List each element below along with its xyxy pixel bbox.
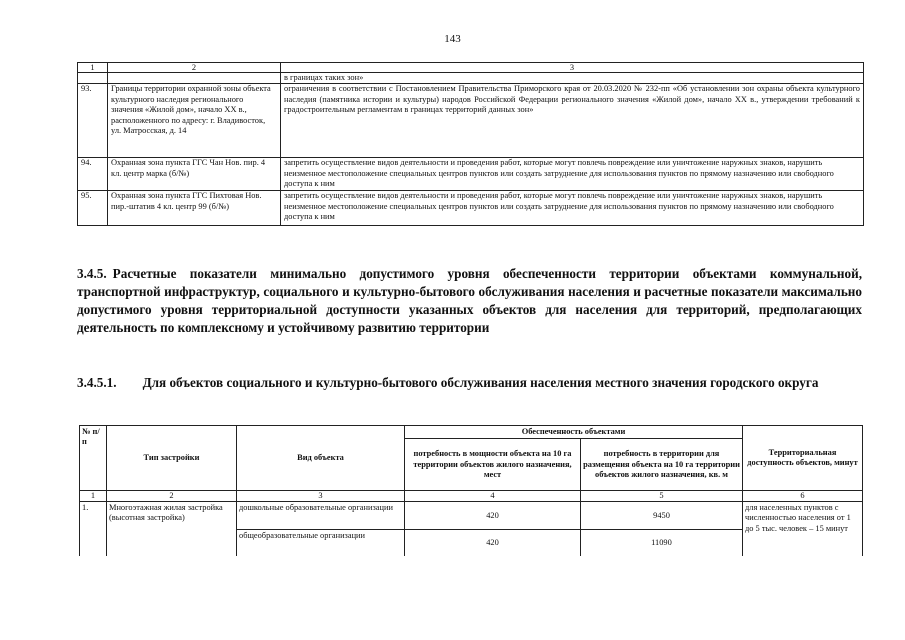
- row-number: 1.: [80, 502, 107, 556]
- zone-restriction: запретить осуществление видов деятельности и проведения работ, которые могут повлечь повреждение или уничтожение наружных знаков, нарушить неизменное местоположение специальных центров пунктов или создать затруднение для использования пунктов по прямому назначению или свободного доступа к ним: [281, 191, 864, 226]
- column-index: 5: [581, 491, 743, 502]
- section-title: Расчетные показатели минимально допустимого уровня обеспеченности территории объектами коммунальной, транспортной инфраструктур, социального и культурно-бытового обслуживания населения и расчетные показатели максимально допустимого уровня территориальной доступности указанных объектов для населения для территорий, предполагающих деятельность по комплексному и устойчивому развитию территории: [77, 266, 862, 335]
- header-object-kind: Вид объекта: [237, 426, 405, 491]
- capacity-value: 420: [405, 530, 581, 556]
- zone-name: Охранная зона пункта ГГС Чан Нов. пир. 4 кл. центр марка (б/№): [108, 158, 281, 191]
- header-accessibility: Территориальная доступность объектов, минут: [743, 426, 863, 491]
- object-kind: дошкольные образовательные организации: [237, 502, 405, 530]
- row-number: 93.: [78, 84, 108, 158]
- section-heading-3-4-5: [77, 265, 862, 337]
- section-title: Для объектов социального и культурно-бытового обслуживания населения местного значения городского округа: [142, 375, 819, 390]
- column-index: 4: [405, 491, 581, 502]
- object-kind: общеобразовательные организации: [237, 530, 405, 556]
- column-index: 3: [237, 491, 405, 502]
- table-row: [80, 502, 863, 530]
- section-number: 3.4.5.: [77, 266, 107, 281]
- zone-name: Границы территории охранной зоны объекта культурного наследия регионального значения «Жилой дом», начало XX в., расположенного по адресу: г. Владивосток, ул. Матросская, д. 14: [108, 84, 281, 158]
- area-value: 11090: [581, 530, 743, 556]
- column-index: 3: [281, 63, 864, 73]
- area-value: 9450: [581, 502, 743, 530]
- column-index: 2: [108, 63, 281, 73]
- table-header-row: [78, 63, 864, 73]
- table-header-row: [80, 426, 863, 439]
- section-number: 3.4.5.1.: [77, 375, 117, 390]
- zone-restriction: запретить осуществление видов деятельности и проведения работ, которые могут повлечь повреждение или уничтожение наружных знаков, нарушить неизменное местоположение специальных центров пунктов или создать затруднение для использования пунктов по прямому назначению или свободного доступа к ним: [281, 158, 864, 191]
- column-index: 2: [107, 491, 237, 502]
- row-number: 94.: [78, 158, 108, 191]
- zone-name: Охранная зона пункта ГГС Пихтовая Нов. пир.-штатив 4 кл. центр 99 (б/№): [108, 191, 281, 226]
- restrictions-table: [77, 62, 864, 226]
- provision-table: [79, 425, 863, 556]
- header-area: потребность в территории для размещения объекта на 10 га территории объектов жилого назначения, кв. м: [581, 439, 743, 491]
- row-number: 95.: [78, 191, 108, 226]
- header-building-type: Тип застройки: [107, 426, 237, 491]
- building-type: Многоэтажная жилая застройка (высотная застройка): [107, 502, 237, 556]
- header-num: № п/п: [80, 426, 107, 491]
- header-provision: Обеспеченность объектами: [405, 426, 743, 439]
- zone-restriction: ограничения в соответствии с Постановлением Правительства Приморского края от 20.03.2020 № 232-пп «Об установлении зон охраны объекта культурного наследия (памятника истории и культуры) народов Российской Федерации регионального значения «Жилой дом», начало XX в., утверждении требований к градостроительным регламентам в границах территорий данных зон»: [281, 84, 864, 158]
- column-index: 1: [78, 63, 108, 73]
- column-index: 1: [80, 491, 107, 502]
- table-row: [78, 191, 864, 226]
- accessibility-value: для населенных пунктов с численностью населения от 1 до 5 тыс. человек – 15 минут: [743, 502, 863, 556]
- table-index-row: [80, 491, 863, 502]
- page-number: 143: [444, 33, 461, 45]
- capacity-value: 420: [405, 502, 581, 530]
- header-capacity: потребность в мощности объекта на 10 га территории объектов жилого назначения, мест: [405, 439, 581, 491]
- table-row: [78, 73, 864, 84]
- table-row: [78, 158, 864, 191]
- column-index: 6: [743, 491, 863, 502]
- section-heading-3-4-5-1: [77, 374, 862, 392]
- continuation-text: в границах таких зон»: [281, 73, 864, 84]
- table-row: [78, 84, 864, 158]
